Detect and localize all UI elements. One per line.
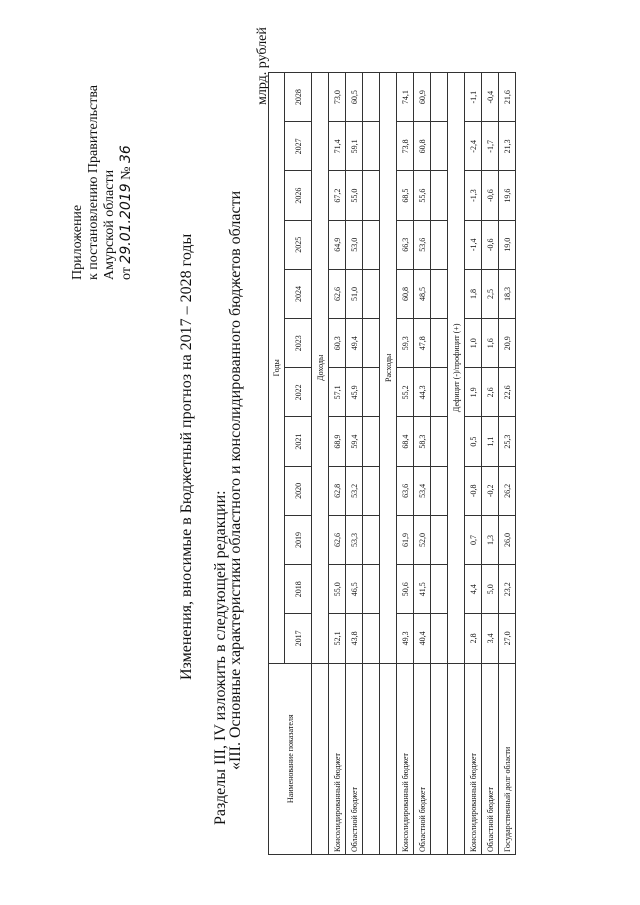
blank-cell [431, 122, 448, 171]
value-cell: 19,0 [499, 220, 516, 269]
value-cell: 49,3 [397, 614, 414, 663]
blank-cell [363, 220, 380, 269]
blank-cell [363, 269, 380, 318]
blank-cell [431, 417, 448, 466]
table-row [329, 73, 346, 855]
value-cell: -0,2 [482, 466, 499, 515]
value-cell: 1,3 [482, 515, 499, 564]
value-cell: 48,5 [414, 269, 431, 318]
table-row [346, 73, 363, 855]
section-spacer [448, 663, 465, 854]
value-cell: -0,8 [465, 466, 482, 515]
row-label: Консолидированный бюджет [329, 663, 346, 854]
value-cell: 25,3 [499, 417, 516, 466]
appendix-line-1: Приложение [70, 204, 85, 280]
table-row [465, 73, 482, 855]
value-cell: 59,3 [397, 319, 414, 368]
value-cell: 4,4 [465, 565, 482, 614]
value-cell: 1,0 [465, 319, 482, 368]
year-header-2023: 2023 [285, 319, 312, 368]
row-label: Областной бюджет [414, 663, 431, 854]
blank-cell [431, 515, 448, 564]
table-row [482, 73, 499, 855]
value-cell: 2,5 [482, 269, 499, 318]
value-cell: 64,9 [329, 220, 346, 269]
value-cell: 21,6 [499, 73, 516, 122]
appendix-number-sign: № [119, 166, 134, 180]
row-label: Государственный долг области [499, 663, 516, 854]
value-cell: 58,3 [414, 417, 431, 466]
value-cell: 52,0 [414, 515, 431, 564]
year-header-2021: 2021 [285, 417, 312, 466]
value-cell: 68,5 [397, 171, 414, 220]
blank-cell [431, 220, 448, 269]
year-header-2025: 2025 [285, 220, 312, 269]
blank-cell [363, 515, 380, 564]
value-cell: 73,8 [397, 122, 414, 171]
value-cell: -1,3 [465, 171, 482, 220]
value-cell: 0,5 [465, 417, 482, 466]
year-header-2024: 2024 [285, 269, 312, 318]
section-title: «III. Основные характеристики областного и консолидированного бюджетов области [227, 190, 244, 770]
value-cell: 2,6 [482, 368, 499, 417]
section-title-cell: Доходы [312, 73, 329, 664]
year-header-2020: 2020 [285, 466, 312, 515]
value-cell: 51,0 [346, 269, 363, 318]
year-header-2022: 2022 [285, 368, 312, 417]
value-cell: 41,5 [414, 565, 431, 614]
blank-cell [431, 73, 448, 122]
value-cell: 62,6 [329, 269, 346, 318]
section-row [448, 73, 465, 855]
section-spacer [312, 663, 329, 854]
value-cell: 52,1 [329, 614, 346, 663]
value-cell: 63,6 [397, 466, 414, 515]
row-label: Консолидированный бюджет [465, 663, 482, 854]
appendix-date: 29.01.2019 [118, 183, 134, 264]
blank-cell [431, 319, 448, 368]
value-cell: -1,1 [465, 73, 482, 122]
value-cell: 55,2 [397, 368, 414, 417]
value-cell: 50,6 [397, 565, 414, 614]
blank-cell [431, 466, 448, 515]
value-cell: 1,8 [465, 269, 482, 318]
value-cell: -2,4 [465, 122, 482, 171]
value-cell: 60,3 [329, 319, 346, 368]
value-cell: -0,6 [482, 171, 499, 220]
blank-row [431, 73, 448, 855]
value-cell: 67,2 [329, 171, 346, 220]
value-cell: 53,6 [414, 220, 431, 269]
value-cell: -0,4 [482, 73, 499, 122]
value-cell: 60,8 [414, 122, 431, 171]
value-cell: -1,7 [482, 122, 499, 171]
value-cell: 46,5 [346, 565, 363, 614]
section-title-cell: Дефицит (-)/профицит (+) [448, 73, 465, 664]
blank-cell [431, 269, 448, 318]
appendix-line-3: Амурской области [102, 169, 117, 280]
blank-cell [431, 171, 448, 220]
blank-cell [363, 73, 380, 122]
table-body [312, 73, 516, 855]
value-cell: 47,8 [414, 319, 431, 368]
appendix-number: 36 [118, 145, 134, 164]
section-title-cell: Расходы [380, 73, 397, 664]
blank-cell [363, 122, 380, 171]
value-cell: 53,3 [346, 515, 363, 564]
value-cell: 26,0 [499, 515, 516, 564]
value-cell: 55,6 [414, 171, 431, 220]
value-cell: 2,8 [465, 614, 482, 663]
year-header-2026: 2026 [285, 171, 312, 220]
blank-cell [363, 368, 380, 417]
blank-cell [363, 565, 380, 614]
units-label: млрд. рублей [255, 27, 270, 105]
value-cell: 21,3 [499, 122, 516, 171]
value-cell: 74,1 [397, 73, 414, 122]
value-cell: 57,1 [329, 368, 346, 417]
indicator-header: Наименование показателя [269, 663, 312, 854]
value-cell: 44,3 [414, 368, 431, 417]
value-cell: 19,6 [499, 171, 516, 220]
blank-cell [431, 368, 448, 417]
value-cell: 59,1 [346, 122, 363, 171]
value-cell: 3,4 [482, 614, 499, 663]
value-cell: -0,6 [482, 220, 499, 269]
value-cell: 1,9 [465, 368, 482, 417]
blank-cell [363, 663, 380, 854]
appendix-block [70, 85, 135, 280]
value-cell: 68,9 [329, 417, 346, 466]
table-row [414, 73, 431, 855]
year-header-2017: 2017 [285, 614, 312, 663]
value-cell: 55,0 [329, 565, 346, 614]
value-cell: 66,3 [397, 220, 414, 269]
value-cell: -1,4 [465, 220, 482, 269]
value-cell: 43,8 [346, 614, 363, 663]
value-cell: 27,0 [499, 614, 516, 663]
value-cell: 60,5 [346, 73, 363, 122]
budget-table [268, 72, 516, 855]
blank-cell [363, 466, 380, 515]
value-cell: 53,2 [346, 466, 363, 515]
appendix-line-4 [118, 85, 135, 280]
value-cell: 55,0 [346, 171, 363, 220]
value-cell: 53,0 [346, 220, 363, 269]
value-cell: 22,6 [499, 368, 516, 417]
blank-cell [363, 614, 380, 663]
year-header-2018: 2018 [285, 565, 312, 614]
value-cell: 40,4 [414, 614, 431, 663]
blank-cell [431, 663, 448, 854]
value-cell: 26,2 [499, 466, 516, 515]
value-cell: 62,6 [329, 515, 346, 564]
value-cell: 20,9 [499, 319, 516, 368]
table-row [397, 73, 414, 855]
value-cell: 18,3 [499, 269, 516, 318]
table-row [499, 73, 516, 855]
blank-cell [363, 417, 380, 466]
value-cell: 49,4 [346, 319, 363, 368]
row-label: Областной бюджет [482, 663, 499, 854]
value-cell: 60,8 [397, 269, 414, 318]
value-cell: 53,4 [414, 466, 431, 515]
years-header: Годы [269, 73, 285, 664]
blank-cell [363, 171, 380, 220]
value-cell: 62,8 [329, 466, 346, 515]
value-cell: 61,9 [397, 515, 414, 564]
value-cell: 23,2 [499, 565, 516, 614]
blank-cell [431, 565, 448, 614]
value-cell: 0,7 [465, 515, 482, 564]
section-row [380, 73, 397, 855]
blank-cell [363, 319, 380, 368]
section-spacer [380, 663, 397, 854]
year-header-2027: 2027 [285, 122, 312, 171]
row-label: Областной бюджет [346, 663, 363, 854]
blank-row [363, 73, 380, 855]
value-cell: 68,4 [397, 417, 414, 466]
year-header-2028: 2028 [285, 73, 312, 122]
appendix-line-2: к постановлению Правительства [86, 84, 101, 280]
value-cell: 71,4 [329, 122, 346, 171]
value-cell: 1,6 [482, 319, 499, 368]
value-cell: 5,0 [482, 565, 499, 614]
year-header-2019: 2019 [285, 515, 312, 564]
row-label: Консолидированный бюджет [397, 663, 414, 854]
value-cell: 45,9 [346, 368, 363, 417]
blank-cell [431, 614, 448, 663]
intro-text: Разделы III, IV изложить в следующей редакции: [212, 490, 229, 825]
document-heading: Изменения, вносимые в Бюджетный прогноз на 2017 – 2028 годы [178, 233, 195, 680]
section-row [312, 73, 329, 855]
value-cell: 73,0 [329, 73, 346, 122]
value-cell: 1,1 [482, 417, 499, 466]
value-cell: 59,4 [346, 417, 363, 466]
value-cell: 60,9 [414, 73, 431, 122]
appendix-from-label: от [119, 267, 134, 280]
